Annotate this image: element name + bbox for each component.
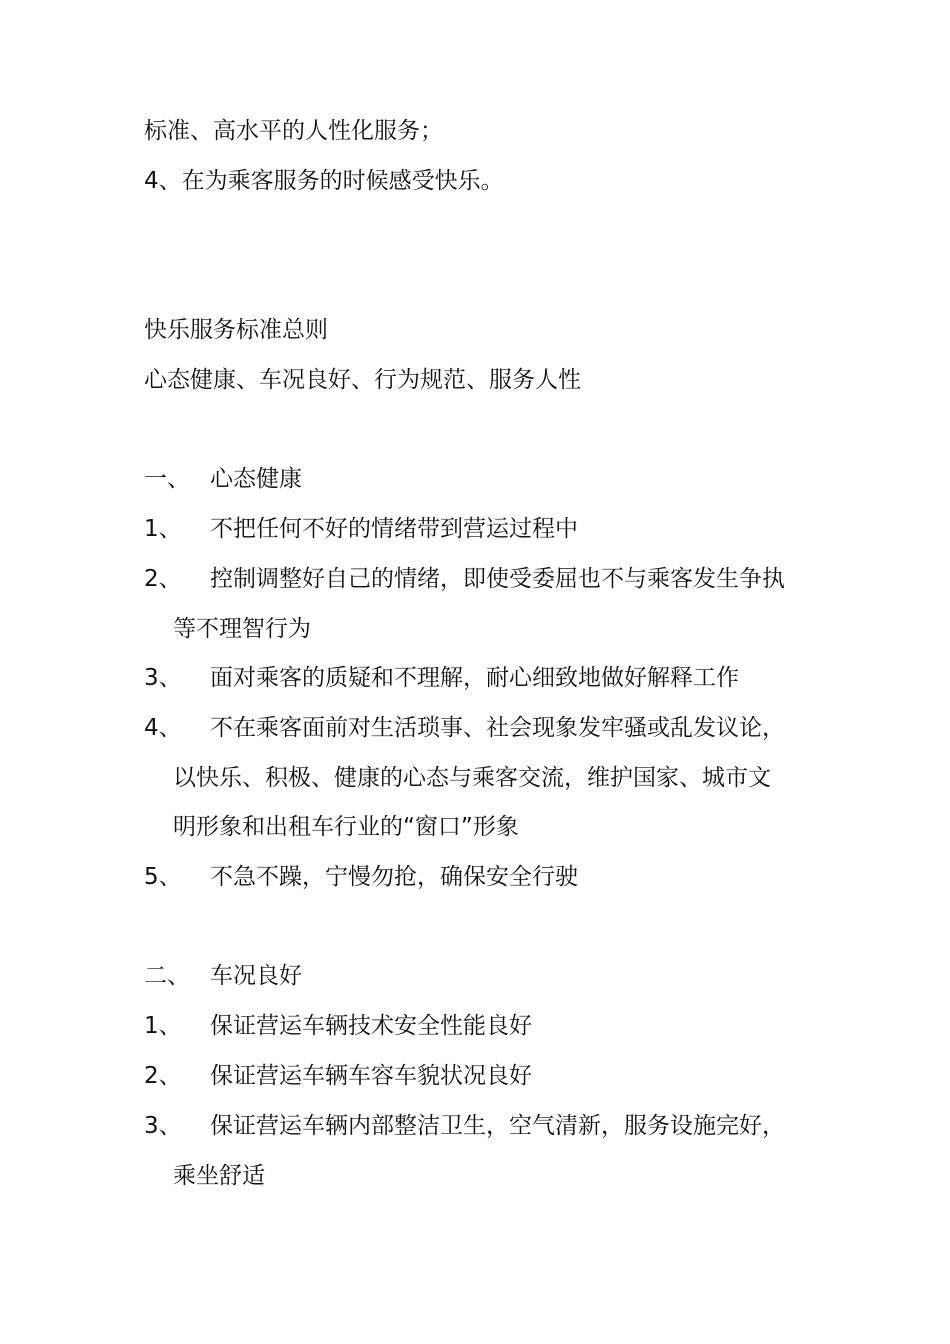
item-text: 保证营运车辆技术安全性能良好: [210, 1013, 532, 1039]
item-number: 1、: [144, 516, 182, 542]
item-number: 3、: [144, 1113, 182, 1139]
section1-title: 心态健康: [210, 466, 302, 492]
section2-title: 车况良好: [210, 963, 302, 989]
item-number: 4、: [144, 715, 182, 741]
item-number: 1、: [144, 1013, 182, 1039]
intro-text-1: 标准、高水平的人性化服务；: [144, 118, 443, 144]
item-text: 保证营运车辆内部整洁卫生，空气清新，服务设施完好，: [210, 1113, 785, 1139]
item-continuation: 以快乐、积极、健康的心态与乘客交流，维护国家、城市文: [173, 765, 771, 791]
item-text: 不急不躁，宁慢勿抢，确保安全行驶: [210, 864, 578, 890]
item-number: 5、: [144, 864, 182, 890]
item-text: 面对乘客的质疑和不理解，耐心细致地做好解释工作: [210, 665, 739, 691]
item-text: 控制调整好自己的情绪，即使受委屈也不与乘客发生争执: [210, 566, 785, 592]
section2-number: 二、: [144, 963, 190, 989]
item-text: 不把任何不好的情绪带到营运过程中: [210, 516, 578, 542]
general-title: 快乐服务标准总则: [144, 317, 328, 343]
item-continuation: 等不理智行为: [173, 616, 311, 642]
intro-text-2: 4、在为乘客服务的时候感受快乐。: [144, 168, 504, 194]
item-number: 2、: [144, 566, 182, 592]
item-number: 3、: [144, 665, 182, 691]
item-text: 不在乘客面前对生活琐事、社会现象发牢骚或乱发议论，: [210, 715, 785, 741]
item-text: 保证营运车辆车容车貌状况良好: [210, 1063, 532, 1089]
section1-number: 一、: [144, 466, 190, 492]
item-continuation: 明形象和出租车行业的“窗口”形象: [173, 814, 519, 840]
item-continuation: 乘坐舒适: [173, 1163, 265, 1189]
item-number: 2、: [144, 1063, 182, 1089]
general-summary: 心态健康、车况良好、行为规范、服务人性: [144, 367, 581, 393]
